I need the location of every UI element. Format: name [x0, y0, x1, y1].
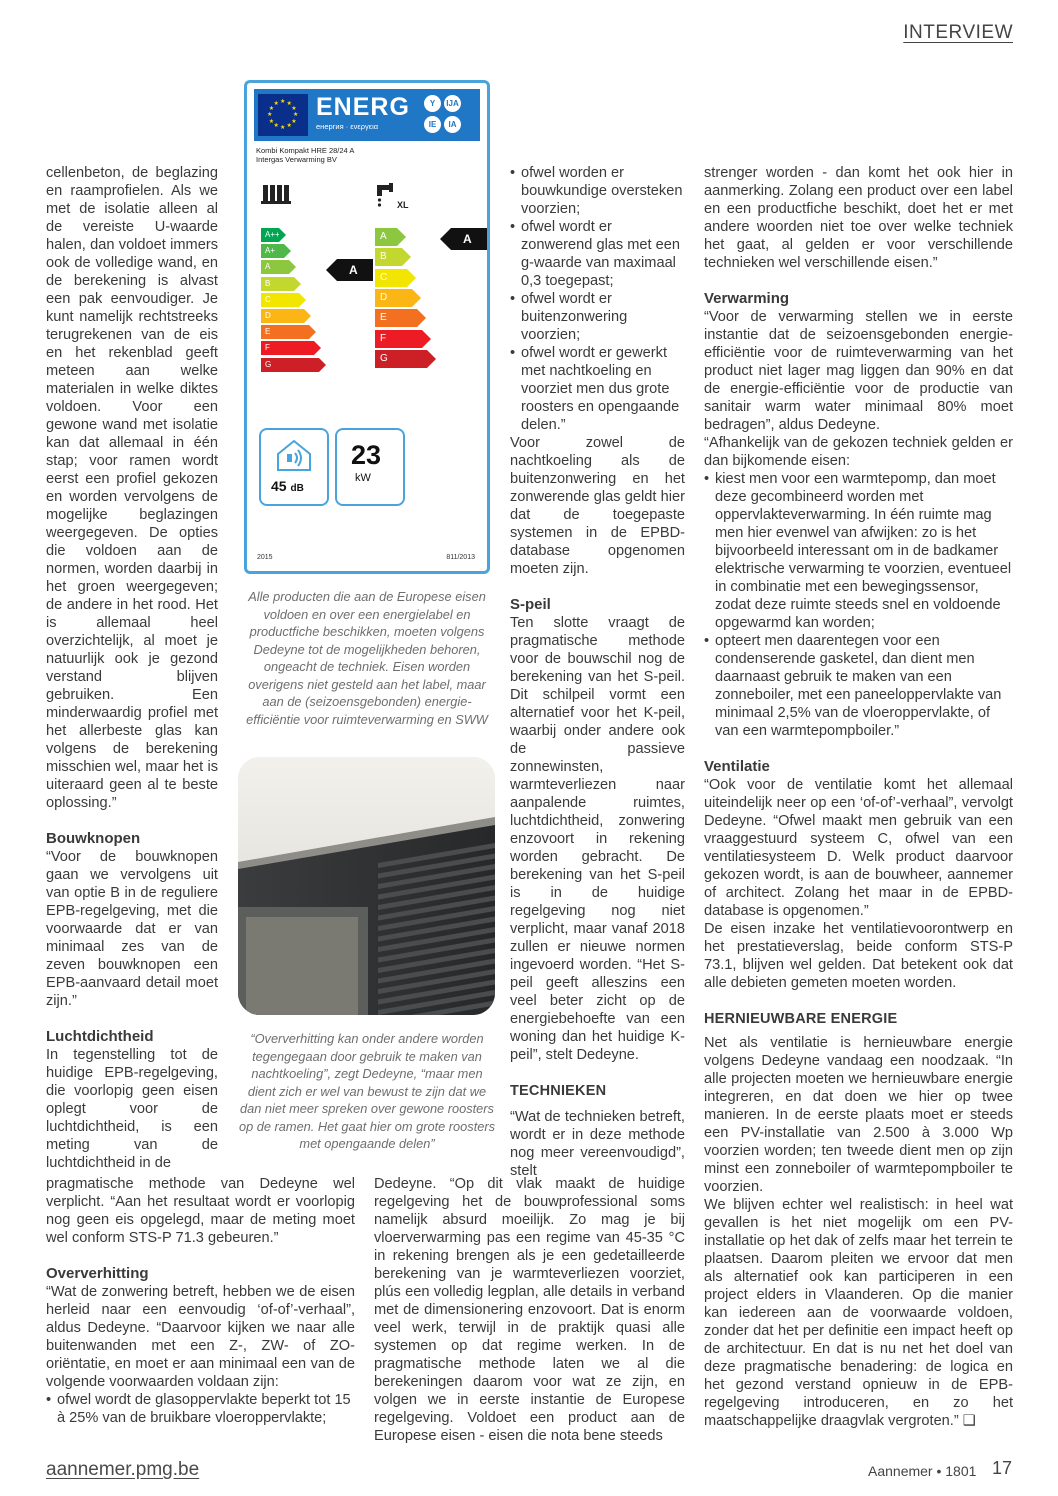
- power-unit: kW: [355, 472, 371, 484]
- heating-scale-bar: A++: [261, 228, 279, 242]
- heating-scale-bar: D: [261, 309, 304, 323]
- eu-star-icon: ★: [280, 125, 286, 131]
- water-scale-bar: B: [375, 248, 402, 266]
- column-1-bottom: [46, 1175, 355, 1427]
- sound-value: 45 dB: [271, 478, 304, 494]
- bullet-item: • kiest men voor een warmtepomp, dan moet deze gecombineerd worden met oppervlakteverwarming. In één ruimte mag men hier evenwel van afwijken: zo is het bijvoorbeeld interessant om in de badkamer elektrische verwarming te voorzien, eventueel in combinatie met een bewegingssensor, zodat deze ruimte steeds snel en voldoende opgewarmd kan worden;: [704, 470, 1013, 632]
- heading-speil: S-peil: [510, 596, 551, 613]
- heating-scale-bar: F: [261, 341, 314, 355]
- bullet-item: • ofwel wordt de glasoppervlakte beperkt tot 15 à 25% van de bruikbare vloeroppervlakte;: [46, 1391, 355, 1427]
- bullet-item: • ofwel wordt er gewerkt met nachtkoeling en voorziet men dus grote roosters en opengaande delen.”: [510, 344, 685, 434]
- footer-website[interactable]: aannemer.pmg.be: [46, 1459, 200, 1480]
- body-paragraph: Voor zowel de nachtkoeling als de buitenzonwering en het zonwerende glas geldt hier dat de toegepaste systemen in de EPBD-database opgenomen moeten zijn.: [510, 435, 685, 577]
- heading-luchtdichtheid: Luchtdichtheid: [46, 1028, 154, 1045]
- energy-label: [244, 80, 490, 574]
- photo-caption: “Oververhitting kan onder andere worden tegengegaan door gebruik te maken van nachtkoeling”, zegt Dedeyne, “maar men dient zich er wel van bewust te zijn dat we dan niet meer spreken over gewone roosters op de ramen. Het gaat hier om grote roosters met opengaande delen”: [238, 1031, 496, 1151]
- heating-scale-bar: E: [261, 325, 309, 339]
- eu-star-icon: ★: [273, 100, 279, 107]
- section-header: INTERVIEW: [903, 22, 1013, 43]
- bullet-item: • ofwel wordt er zonwerend glas met een g-waarde van maximaal 0,3 toegepast;: [510, 218, 685, 290]
- heading-hernieuwbare-energie: HERNIEUWBARE ENERGIE: [704, 1011, 898, 1027]
- sound-box: [259, 428, 329, 506]
- water-scale-bar: A: [375, 228, 397, 246]
- column-4: [704, 164, 1013, 1430]
- page-number: 17: [992, 1458, 1013, 1478]
- body-paragraph: “Afhankelijk van de gekozen techniek gelden er dan bijkomende eisen:: [704, 435, 1013, 469]
- body-paragraph: We blijven echter wel realistisch: in heel wat gevallen is het niet mogelijk om een PV-installatie op het dak of zelfs maar het terrein te plaatsen. Daarom pleiten we ervoor dat men als alternatief ook kan participeren in een project elders in Vlaanderen. Op die manier kan iedereen aan de voorwaarde voldoen, zonder dat het per definitie een impact heeft op de architectuur. En dat is nu net het doel van deze pragmatische benadering: de logica en het gezond verstand opnieuw in de EPB-regelgeving introduceren, en zo het maatschappelijke draagvlak vergroten.” ❑: [704, 1197, 1013, 1429]
- heating-scale-bar: A: [261, 260, 289, 274]
- body-paragraph: cellenbeton, de beglazing en raamprofielen. Als we met de isolatie alleen al de vereiste U-waarde halen, dan voldoet immers ook de volledige wand, en de berekening is alvast een pak eenvoudiger. Je kunt namelijk rechtstreeks terugrekenen van de eis en het rekenblad geeft meteen aan welke materialen in welke diktes voldoen. Voor een gewone wand met isolatie kan dat allemaal in één stap; voor ramen wordt eerst een profiel gekozen en worden vervolgens de mogelijke beglazingen weergegeven. De opties die voldoen aan de normen, worden daarbij in het groen weergegeven; de andere in het rood. Het is allemaal heel overzichtelijk, al moet je natuurlijk ook je gezond verstand blijven gebruiken. Een minderwaardig profiel met het allerbeste glas kan volgens de berekening misschien wel, maar het is uiteraard geen al te beste oplossing.”: [46, 165, 218, 811]
- energy-label-year: 2015: [257, 554, 273, 561]
- body-paragraph: strenger worden - dan komt het ook hier in aanmerking. Zolang een product over een label en een productfiche beschikt, doet het er met andere woorden niet toe over welke techniek het gaat, al gelden er voor verschillende technieken wel verschillende eisen.”: [704, 165, 1013, 271]
- lang-pill: IA: [444, 116, 461, 133]
- heading-ventilatie: Ventilatie: [704, 758, 770, 775]
- footer-magazine: Aannemer • 1801: [868, 1463, 977, 1479]
- heading-technieken: TECHNIEKEN: [510, 1083, 607, 1099]
- heating-scale-bar: G: [261, 358, 319, 372]
- energy-label-brand-sub: енергия · ενεργεια: [316, 122, 379, 131]
- bullet-list: [510, 164, 685, 434]
- heating-scale-bar: A+: [261, 244, 284, 258]
- body-paragraph: “Wat de zonwering betreft, hebben we de eisen herleid naar een eenvoudig ‘of-of’-verhaal”, aldus Dedeyne. “Daarvoor kijken we naar alle buitenwanden met een Z-, ZW- of ZO-oriëntatie, en moet er aan minimaal een van de volgende voorwaarden voldaan zijn:: [46, 1284, 355, 1390]
- energy-label-model: Kombi Kompakt HRE 28/24 A: [256, 146, 355, 155]
- lang-pill: IE: [424, 116, 441, 133]
- body-paragraph: Dedeyne. “Op dit vlak maakt de huidige regelgeving het de bouwprofessional soms namelijk absurd moeilijk. Zo mag je bij vloerverwarming pas een regime van 45-35 °C in rekening brengen als je een gedetailleerde berekening van je warmteverliezen voorziet, plús een volledig legplan, alle details in verband met de dimensionering enzovoort. Dat is enorm veel werk, terwijl in de praktijk quasi alle systemen op dat regime werken. In de pragmatische methode laten we al die berekeningen daarom voor wat ze zijn, en volgen we in eerste instantie de Europese regelgeving. Voldoet een product aan de Europese eisen - eisen die nota bene steeds: [374, 1176, 685, 1444]
- sound-house-icon: [274, 438, 314, 472]
- eu-flag-icon: [258, 94, 308, 136]
- water-scale-bar: E: [375, 309, 417, 327]
- column-3-bottom: [374, 1175, 685, 1445]
- lang-pill: IJA: [444, 95, 461, 112]
- eu-star-icon: ★: [268, 118, 275, 125]
- energy-label-header: [254, 89, 480, 141]
- heading-verwarming: Verwarming: [704, 290, 790, 307]
- bullet-item: • ofwel wordt er buitenzonwering voorzien;: [510, 290, 685, 344]
- eu-star-icon: ★: [286, 100, 292, 107]
- heating-scale-bar: B: [261, 277, 294, 291]
- bullet-list: [704, 470, 1013, 740]
- body-paragraph: “Wat de technieken betreft, wordt er in deze methode nog meer vereenvoudigd”, stelt: [510, 1109, 685, 1179]
- water-scale-bar: G: [375, 350, 427, 368]
- water-size-label: XL: [397, 200, 409, 209]
- body-paragraph: Ten slotte vraagt de pragmatische methode voor de bouwschil nog de berekening van het S-peil. Dit schilpeil vormt een alternatief voor het K-peil, waarbij onder andere ook de passieve zonnewinsten, warmteverliezen naar aanpalende ruimtes, luchtdichtheid, zonwering enzovoort in rekening worden gebracht. De berekening van het S-peil is in de huidige regelgeving nog niet verplicht, maar vanaf 2018 zullen er nieuwe normen ingevoerd worden. “Het S-peil geeft alleszins een veel beter zicht op de energiebehoefte van een woning dan het huidige K-peil”, stelt Dedeyne.: [510, 615, 685, 1063]
- tap-icon: [375, 181, 415, 209]
- energy-label-regulation: 811/2013: [446, 554, 475, 561]
- water-scale-bar: C: [375, 269, 407, 287]
- ventilation-grille-photo: [238, 757, 495, 1015]
- heading-oververhitting: Oververhitting: [46, 1265, 149, 1282]
- column-3: [510, 164, 685, 1180]
- body-paragraph: In tegenstelling tot de huidige EPB-regelgeving, die voorlopig geen eisen oplegt voor de luchtdichtheid, is een meting van de luchtdichtheid in de: [46, 1047, 218, 1171]
- body-paragraph: pragmatische methode van Dedeyne wel verplicht. “Aan het resultaat wordt er voorlopig nog geen eis opgelegd, maar de meting moet wel conform STS-P 71.3 gebeuren.”: [46, 1176, 355, 1246]
- bullet-item: • opteert men daarentegen voor een condenserende gasketel, dan dient men daarnaast gebruik te maken van een zonneboiler, met een paneeloppervlakte van minimaal 2,5% van de vloeroppervlakte, of van een warmtepompboiler.”: [704, 632, 1013, 740]
- power-box: [335, 428, 405, 506]
- body-paragraph: De eisen inzake het ventilatievoorontwerp en het prestatieverslag, beide conform STS-P 73.1, blijven wel gelden. Dat betekent ook dat alle debieten gemeten moeten worden.: [704, 921, 1013, 991]
- eu-star-icon: ★: [291, 118, 297, 125]
- eu-star-icon: ★: [267, 112, 273, 118]
- eu-star-icon: ★: [268, 105, 275, 112]
- heading-bouwknopen: Bouwknopen: [46, 830, 141, 847]
- body-paragraph: “Voor de verwarming stellen we in eerste instantie dat de seizoensgebonden energie-efficiëntie voor de ruimteverwarming van het product niet lager mag liggen dan 90% en dat de energie-efficiëntie voor de productie van sanitair warm water minimaal 80% moet bedragen”, aldus Dedeyne.: [704, 309, 1013, 433]
- eu-star-icon: ★: [280, 99, 286, 105]
- energy-label-brand: ENERG: [316, 93, 410, 121]
- power-value: 23: [351, 440, 382, 470]
- lang-pill: Y: [424, 95, 441, 112]
- water-class-arrow: A: [451, 228, 487, 250]
- label-caption: Alle producten die aan de Europese eisen voldoen en over een energielabel en productfiche beschikken, moeten volgens Dedeyne tot de mogelijkheden behoren, ongeacht de techniek. Eisen worden overigens niet gesteld aan het label, maar aan de (seizoensgebonden) energie-efficiëntie voor ruimteverwarming en SWW: [246, 589, 488, 727]
- eu-star-icon: ★: [293, 112, 299, 118]
- water-scale-bar: F: [375, 330, 422, 348]
- heating-scale-bar: C: [261, 293, 299, 307]
- bullet-item: • ofwel worden er bouwkundige oversteken voorzien;: [510, 164, 685, 218]
- eu-star-icon: ★: [273, 123, 279, 130]
- body-paragraph: Net als ventilatie is hernieuwbare energie volgens Dedeyne vandaag een noodzaak. “In alle projecten moeten we hernieuwbare energie integreren, en dat doen we hier op twee manieren. In de eerste plaats moet er steeds een PV-installatie van 2.500 à 3.000 Wp voorzien worden; ten tweede dient men op zijn minst een zonneboiler of warmtepompboiler te voorzien.: [704, 1035, 1013, 1195]
- eu-star-icon: ★: [286, 123, 292, 130]
- column-1: [46, 164, 218, 1172]
- body-paragraph: “Voor de bouwknopen gaan we vervolgens uit van optie B in de reguliere EPB-regelgeving, met die voorwaarde dat er van minimaal zes van de zeven bouwknopen een EPB-aanvaard detail moet zijn.”: [46, 849, 218, 1009]
- water-scale-bar: D: [375, 289, 412, 307]
- energy-label-supplier: Intergas Verwarming BV: [256, 155, 337, 164]
- radiator-icon: [261, 181, 293, 207]
- eu-star-icon: ★: [291, 105, 297, 112]
- body-paragraph: “Ook voor de ventilatie komt het allemaal uiteindelijk neer op een ‘of-of’-verhaal”, vervolgt Dedeyne. “Ofwel maakt men gebruik van een vraaggestuurd systeem C, ofwel van een ventilatiesysteem D. Welk product daarvoor gekozen wordt, is aan de bouwheer, aannemer of architect. Zolang het maar in de EPBD-database is opgenomen.”: [704, 777, 1013, 919]
- end-mark-icon: ❑: [962, 1413, 976, 1429]
- heating-class-arrow: A: [337, 259, 373, 281]
